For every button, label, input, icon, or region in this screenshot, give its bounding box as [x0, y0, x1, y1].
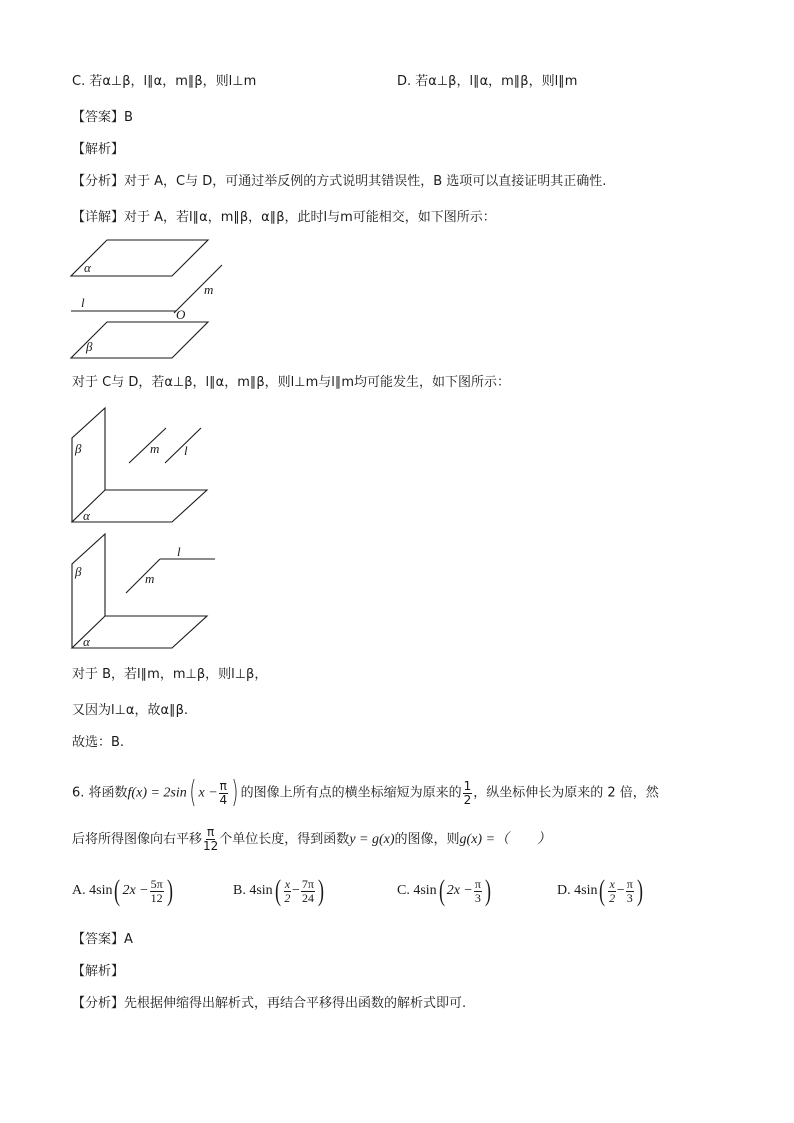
q6-two: 2 [463, 792, 472, 807]
option-d: D. 若α⊥β，l∥α，m∥β，则l∥m [397, 74, 578, 89]
label-beta: β [75, 564, 82, 579]
plane-beta [72, 408, 105, 522]
analysis-heading-5: 【解析】 [72, 142, 125, 157]
label-alpha: α [84, 260, 91, 275]
label-m: m [145, 571, 155, 586]
q6-option-b: B. 4sin( $\frac{x}{2}$ − $\frac{7\pi}{24}$ ) [233, 874, 324, 907]
q6-option-d: D. 4sin( $\frac{x}{2}$ − $\frac{\pi}{3}$ ) [557, 874, 643, 907]
line-m [126, 559, 160, 593]
q6-gx: y = g(x) [349, 832, 395, 847]
label-alpha: α [83, 634, 90, 649]
q6-stem-line2 [72, 826, 551, 853]
q6-stem-c: ，纵坐标伸长为原来的 2 倍，然 [473, 785, 659, 801]
figure-perpendicular-perpendicular [70, 532, 220, 652]
label-l: l [184, 443, 188, 458]
cd-statement: 对于 C与 D，若α⊥β，l∥α，m∥β，则l⊥m与l∥m均可能发生，如下图所示： [72, 375, 511, 390]
q6-one: 1 [463, 778, 472, 793]
plane-alpha [72, 616, 207, 648]
plane-beta [72, 534, 105, 648]
option-c: C. 若α⊥β，l∥α，m∥β，则l⊥m [72, 74, 257, 89]
plane-alpha [72, 490, 207, 522]
q6-option-a: A. 4sin( 2x − $\frac{5\pi}{12}$ ) [72, 874, 173, 907]
analysis-summary-6: 【分析】先根据伸缩得出解析式，再结合平移得出函数的解析式即可. [72, 996, 467, 1011]
b-statement-2: 又因为l⊥α，故α∥β. [72, 703, 189, 718]
q6-shift-12: 12 [203, 839, 219, 853]
analysis-summary-5: 【分析】对于 A，C与 D，可通过举反例的方式说明其错误性，B 选项可以直接证明其正确性. [72, 174, 607, 189]
q6-pi: π [219, 778, 227, 793]
q6-gx2: g(x) =（ ） [459, 832, 552, 847]
label-o: O [176, 307, 186, 322]
answer-6: 【答案】A [72, 932, 133, 947]
q6-arg: x − [198, 785, 218, 801]
line-m [174, 265, 222, 313]
q6-stem2-a: 后将所得图像向右平移 [72, 832, 203, 847]
figure-parallel-planes [70, 240, 230, 360]
q6-lead: 6. 将函数 [72, 785, 128, 801]
label-beta: β [75, 441, 82, 456]
analysis-heading-6: 【解析】 [72, 964, 125, 979]
q6-stem-b: 的图像上所有点的横坐标缩短为原来的 [240, 785, 462, 801]
label-l: l [177, 544, 181, 559]
b-statement-1: 对于 B，若l∥m，m⊥β，则l⊥β， [72, 667, 268, 682]
q6-fx: f(x) = 2sin [127, 785, 187, 801]
plane-alpha [71, 240, 208, 276]
label-m: m [204, 282, 214, 297]
label-alpha: α [83, 508, 90, 523]
q6-stem2-b: 个单位长度，得到函数 [219, 832, 350, 847]
choice-5: 故选：B. [72, 735, 125, 750]
q6-option-c: C. 4sin( 2x − $\frac{\pi}{3}$ ) [397, 874, 491, 907]
answer-5: 【答案】B [72, 110, 133, 125]
q6-stem2-c: 的图像，则 [394, 832, 460, 847]
line-m [129, 428, 166, 463]
label-l: l [81, 295, 85, 310]
q6-stem-line1: 6. 将函数f(x) = 2sin( x − $\frac{\pi}{4}$ ) 的图像上所有点的横坐标缩短为原来的 $\frac{1}{2}$ ，纵坐标伸长为原来的 2 倍，然 [72, 775, 659, 810]
q6-shift-pi: π [207, 825, 215, 839]
label-beta: β [86, 339, 93, 354]
label-m: m [150, 441, 160, 456]
q6-four: 4 [219, 792, 228, 807]
line-l [165, 428, 201, 463]
figure-perpendicular-parallel [70, 406, 220, 526]
detail-5: 【详解】对于 A，若l∥α，m∥β，α∥β，此时l与m可能相交，如下图所示： [72, 210, 496, 225]
